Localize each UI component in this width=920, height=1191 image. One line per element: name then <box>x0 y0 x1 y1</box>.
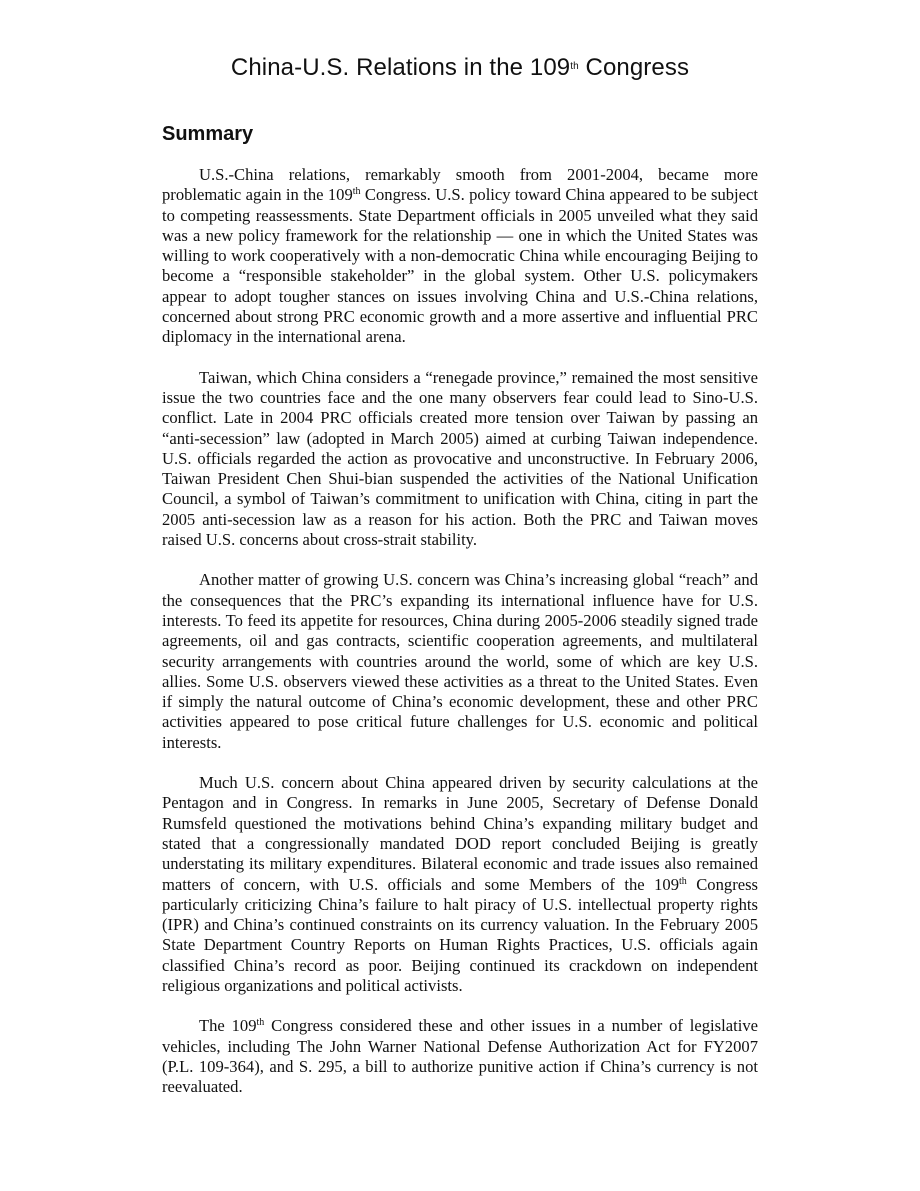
page-title <box>0 52 920 84</box>
page-title-superscript: th <box>570 61 579 72</box>
page-title-text: China-U.S. Relations in the 109 <box>230 54 571 81</box>
summary-body <box>162 165 758 1117</box>
paragraph-1-text-a: U.S.-China relations, remarkably smooth from 2001-2004, became more problematic again in the 109 <box>162 165 758 205</box>
paragraph-5-text-b: Congress considered these and other issues in a number of legislative vehicles, including The John Warner National Defense Authorization Act for FY2007 (P.L. 109-364), and S. 295, a bill to authorize punitive action if China’s currency is not reevaluated. <box>162 1016 758 1097</box>
paragraph-1-text-b: Congress. U.S. policy toward China appeared to be subject to competing reassessments. State Department officials in 2005 unveiled what they said was a new policy framework for the relationship — one in which the United States was willing to work cooperatively with a non-democratic China while encouraging Beijing to become a “responsible stakeholder” in the global system. Other U.S. policymakers appear to adopt tougher stances on issues involving China and U.S.-China relations, concerned about strong PRC economic growth and a more assertive and influential PRC diplomacy in the international arena. <box>162 185 758 347</box>
paragraph-1-superscript: th <box>352 186 361 198</box>
summary-paragraph-2: Taiwan, which China considers a “renegade province,” remained the most sensitive issue the two countries face and the one many observers fear could lead to Sino-U.S. conflict. Late in 2004 PRC officials created more tension over Taiwan by passing an “anti-secession” law (adopted in March 2005) aimed at curbing Taiwan independence. U.S. officials regarded the action as provocative and unconstructive. In February 2006, Taiwan President Chen Shui-bian suspended the activities of the National Unification Council, a symbol of Taiwan’s commitment to unification with China, citing in part the 2005 anti-secession law as a reason for his action. Both the PRC and Taiwan moves raised U.S. concerns about cross-strait stability. <box>162 367 758 550</box>
summary-paragraph-3: Another matter of growing U.S. concern was China’s increasing global “reach” and the consequences that the PRC’s expanding its international influence have for U.S. interests. To feed its appetite for resources, China during 2005-2006 steadily signed trade agreements, oil and gas contracts, scientific cooperation agreements, and multilateral security arrangements with countries around the world, some of which are key U.S. allies. Some U.S. observers viewed these activities as a threat to the United States. Even if simply the natural outcome of China’s economic development, these and other PRC activities appeared to pose critical future challenges for U.S. economic and political interests. <box>162 570 758 752</box>
summary-paragraph-5 <box>162 1016 758 1097</box>
summary-paragraph-4 <box>162 773 758 996</box>
summary-paragraph-1 <box>162 165 758 348</box>
summary-heading: Summary <box>162 123 254 145</box>
paragraph-4-text-b: Congress particularly criticizing China’s failure to halt piracy of U.S. intellectual property rights (IPR) and China’s continued constraints on its currency valuation. In the February 2005 State Department Country Reports on Human Rights Practices, U.S. officials again classified China’s record as poor. Beijing continued its crackdown on independent religious organizations and political activists. <box>162 874 758 995</box>
paragraph-5-superscript: th <box>256 1017 265 1029</box>
paragraph-5-text-a: The 109 <box>199 1016 257 1036</box>
paragraph-4-text-a: Much U.S. concern about China appeared driven by security calculations at the Pentagon and in Congress. In remarks in June 2005, Secretary of Defense Donald Rumsfeld questioned the motivations behind China’s expanding military budget and stated that a congressionally mandated DOD report concluded Beijing is greatly understating its military expenditures. Bilateral economic and trade issues also remained matters of concern, with U.S. officials and some Members of the 109 <box>162 773 758 894</box>
page-title-suffix: Congress <box>578 54 690 81</box>
paragraph-4-superscript: th <box>679 875 687 887</box>
